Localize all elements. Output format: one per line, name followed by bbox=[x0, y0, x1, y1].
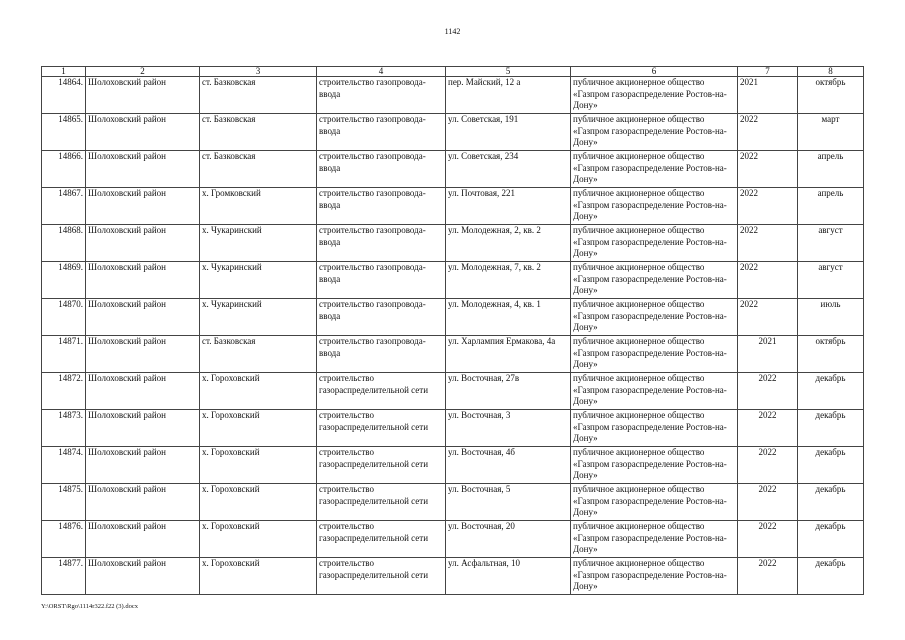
month-cell: август bbox=[798, 225, 864, 262]
work-type-cell: строительство газопровода-ввода bbox=[317, 299, 446, 336]
work-type-cell: строительство газопровода-ввода bbox=[317, 151, 446, 188]
address-cell: ул. Молодежная, 4, кв. 1 bbox=[446, 299, 571, 336]
settlement-cell: ст. Базковская bbox=[200, 114, 317, 151]
address-cell: пер. Майский, 12 а bbox=[446, 77, 571, 114]
organization-cell: публичное акционерное общество «Газпром газораспределение Ростов-на-Дону» bbox=[571, 373, 738, 410]
table-row bbox=[42, 225, 864, 262]
organization-cell: публичное акционерное общество «Газпром газораспределение Ростов-на-Дону» bbox=[571, 299, 738, 336]
year-cell: 2022 bbox=[738, 225, 798, 262]
column-number-6: 6 bbox=[571, 67, 738, 77]
row-number: 14876. bbox=[42, 521, 86, 558]
work-type-cell: строительство газопровода-ввода bbox=[317, 336, 446, 373]
district-cell: Шолоховский район bbox=[86, 484, 200, 521]
table-row bbox=[42, 151, 864, 188]
settlement-cell: ст. Базковская bbox=[200, 77, 317, 114]
work-type-cell: строительство газораспределительной сети bbox=[317, 373, 446, 410]
month-cell: декабрь bbox=[798, 521, 864, 558]
address-cell: ул. Почтовая, 221 bbox=[446, 188, 571, 225]
table-row bbox=[42, 447, 864, 484]
work-type-cell: строительство газопровода-ввода bbox=[317, 77, 446, 114]
row-number: 14868. bbox=[42, 225, 86, 262]
settlement-cell: х. Гороховский bbox=[200, 521, 317, 558]
address-cell: ул. Восточная, 27в bbox=[446, 373, 571, 410]
address-cell: ул. Восточная, 3 bbox=[446, 410, 571, 447]
year-cell: 2022 bbox=[738, 484, 798, 521]
address-cell: ул. Восточная, 5 bbox=[446, 484, 571, 521]
month-cell: апрель bbox=[798, 151, 864, 188]
month-cell: декабрь bbox=[798, 410, 864, 447]
organization-cell: публичное акционерное общество «Газпром газораспределение Ростов-на-Дону» bbox=[571, 558, 738, 595]
month-cell: август bbox=[798, 262, 864, 299]
table-row bbox=[42, 484, 864, 521]
work-type-cell: строительство газораспределительной сети bbox=[317, 447, 446, 484]
year-cell: 2022 bbox=[738, 262, 798, 299]
month-cell: декабрь bbox=[798, 484, 864, 521]
address-cell: ул. Асфальтная, 10 bbox=[446, 558, 571, 595]
year-cell: 2021 bbox=[738, 336, 798, 373]
settlement-cell: х. Чукаринский bbox=[200, 225, 317, 262]
month-cell: декабрь bbox=[798, 558, 864, 595]
district-cell: Шолоховский район bbox=[86, 558, 200, 595]
page-number: 1142 bbox=[444, 27, 461, 36]
settlement-cell: х. Гороховский bbox=[200, 410, 317, 447]
column-number-4: 4 bbox=[317, 67, 446, 77]
district-cell: Шолоховский район bbox=[86, 225, 200, 262]
organization-cell: публичное акционерное общество «Газпром газораспределение Ростов-на-Дону» bbox=[571, 447, 738, 484]
settlement-cell: ст. Базковская bbox=[200, 151, 317, 188]
year-cell: 2022 bbox=[738, 410, 798, 447]
settlement-cell: х. Гороховский bbox=[200, 447, 317, 484]
row-number: 14869. bbox=[42, 262, 86, 299]
column-number-2: 2 bbox=[86, 67, 200, 77]
organization-cell: публичное акционерное общество «Газпром газораспределение Ростов-на-Дону» bbox=[571, 336, 738, 373]
work-type-cell: строительство газораспределительной сети bbox=[317, 484, 446, 521]
work-type-cell: строительство газопровода-ввода bbox=[317, 225, 446, 262]
table-row bbox=[42, 521, 864, 558]
work-type-cell: строительство газораспределительной сети bbox=[317, 558, 446, 595]
month-cell: октябрь bbox=[798, 77, 864, 114]
organization-cell: публичное акционерное общество «Газпром газораспределение Ростов-на-Дону» bbox=[571, 521, 738, 558]
organization-cell: публичное акционерное общество «Газпром газораспределение Ростов-на-Дону» bbox=[571, 77, 738, 114]
district-cell: Шолоховский район bbox=[86, 151, 200, 188]
month-cell: март bbox=[798, 114, 864, 151]
year-cell: 2022 bbox=[738, 521, 798, 558]
district-cell: Шолоховский район bbox=[86, 373, 200, 410]
registry-table bbox=[41, 66, 864, 595]
settlement-cell: х. Громковский bbox=[200, 188, 317, 225]
year-cell: 2022 bbox=[738, 558, 798, 595]
row-number: 14877. bbox=[42, 558, 86, 595]
year-cell: 2021 bbox=[738, 77, 798, 114]
table-row bbox=[42, 558, 864, 595]
row-number: 14873. bbox=[42, 410, 86, 447]
year-cell: 2022 bbox=[738, 447, 798, 484]
year-cell: 2022 bbox=[738, 151, 798, 188]
table-row bbox=[42, 410, 864, 447]
table-row bbox=[42, 188, 864, 225]
table-row bbox=[42, 114, 864, 151]
column-number-row bbox=[42, 67, 864, 77]
row-number: 14870. bbox=[42, 299, 86, 336]
organization-cell: публичное акционерное общество «Газпром газораспределение Ростов-на-Дону» bbox=[571, 484, 738, 521]
district-cell: Шолоховский район bbox=[86, 188, 200, 225]
organization-cell: публичное акционерное общество «Газпром газораспределение Ростов-на-Дону» bbox=[571, 151, 738, 188]
row-number: 14872. bbox=[42, 373, 86, 410]
column-number-1: 1 bbox=[42, 67, 86, 77]
table-row bbox=[42, 77, 864, 114]
row-number: 14874. bbox=[42, 447, 86, 484]
table-body bbox=[42, 77, 864, 595]
organization-cell: публичное акционерное общество «Газпром газораспределение Ростов-на-Дону» bbox=[571, 410, 738, 447]
year-cell: 2022 bbox=[738, 188, 798, 225]
work-type-cell: строительство газораспределительной сети bbox=[317, 410, 446, 447]
month-cell: декабрь bbox=[798, 373, 864, 410]
settlement-cell: х. Чукаринский bbox=[200, 299, 317, 336]
column-number-7: 7 bbox=[738, 67, 798, 77]
address-cell: ул. Советская, 191 bbox=[446, 114, 571, 151]
table-row bbox=[42, 336, 864, 373]
row-number: 14875. bbox=[42, 484, 86, 521]
month-cell: декабрь bbox=[798, 447, 864, 484]
row-number: 14871. bbox=[42, 336, 86, 373]
row-number: 14867. bbox=[42, 188, 86, 225]
address-cell: ул. Советская, 234 bbox=[446, 151, 571, 188]
district-cell: Шолоховский район bbox=[86, 447, 200, 484]
settlement-cell: х. Гороховский bbox=[200, 484, 317, 521]
district-cell: Шолоховский район bbox=[86, 299, 200, 336]
organization-cell: публичное акционерное общество «Газпром газораспределение Ростов-на-Дону» bbox=[571, 225, 738, 262]
table-row bbox=[42, 373, 864, 410]
work-type-cell: строительство газопровода-ввода bbox=[317, 114, 446, 151]
row-number: 14866. bbox=[42, 151, 86, 188]
column-number-5: 5 bbox=[446, 67, 571, 77]
address-cell: ул. Молодежная, 7, кв. 2 bbox=[446, 262, 571, 299]
address-cell: ул. Харлампия Ермакова, 4а bbox=[446, 336, 571, 373]
month-cell: июль bbox=[798, 299, 864, 336]
district-cell: Шолоховский район bbox=[86, 410, 200, 447]
address-cell: ул. Восточная, 4б bbox=[446, 447, 571, 484]
row-number: 14865. bbox=[42, 114, 86, 151]
year-cell: 2022 bbox=[738, 114, 798, 151]
district-cell: Шолоховский район bbox=[86, 77, 200, 114]
row-number: 14864. bbox=[42, 77, 86, 114]
year-cell: 2022 bbox=[738, 299, 798, 336]
settlement-cell: ст. Базковская bbox=[200, 336, 317, 373]
district-cell: Шолоховский район bbox=[86, 262, 200, 299]
address-cell: ул. Восточная, 20 bbox=[446, 521, 571, 558]
settlement-cell: х. Гороховский bbox=[200, 558, 317, 595]
address-cell: ул. Молодежная, 2, кв. 2 bbox=[446, 225, 571, 262]
work-type-cell: строительство газопровода-ввода bbox=[317, 262, 446, 299]
organization-cell: публичное акционерное общество «Газпром газораспределение Ростов-на-Дону» bbox=[571, 188, 738, 225]
district-cell: Шолоховский район bbox=[86, 521, 200, 558]
year-cell: 2022 bbox=[738, 373, 798, 410]
work-type-cell: строительство газораспределительной сети bbox=[317, 521, 446, 558]
settlement-cell: х. Гороховский bbox=[200, 373, 317, 410]
file-path-footer: Y:\ORST\Rgo\1114r322.f22 (3).docx bbox=[41, 603, 138, 610]
district-cell: Шолоховский район bbox=[86, 114, 200, 151]
month-cell: октябрь bbox=[798, 336, 864, 373]
month-cell: апрель bbox=[798, 188, 864, 225]
settlement-cell: х. Чукаринский bbox=[200, 262, 317, 299]
organization-cell: публичное акционерное общество «Газпром газораспределение Ростов-на-Дону» bbox=[571, 114, 738, 151]
district-cell: Шолоховский район bbox=[86, 336, 200, 373]
table-row bbox=[42, 299, 864, 336]
column-number-8: 8 bbox=[798, 67, 864, 77]
work-type-cell: строительство газопровода-ввода bbox=[317, 188, 446, 225]
column-number-3: 3 bbox=[200, 67, 317, 77]
table-row bbox=[42, 262, 864, 299]
organization-cell: публичное акционерное общество «Газпром газораспределение Ростов-на-Дону» bbox=[571, 262, 738, 299]
